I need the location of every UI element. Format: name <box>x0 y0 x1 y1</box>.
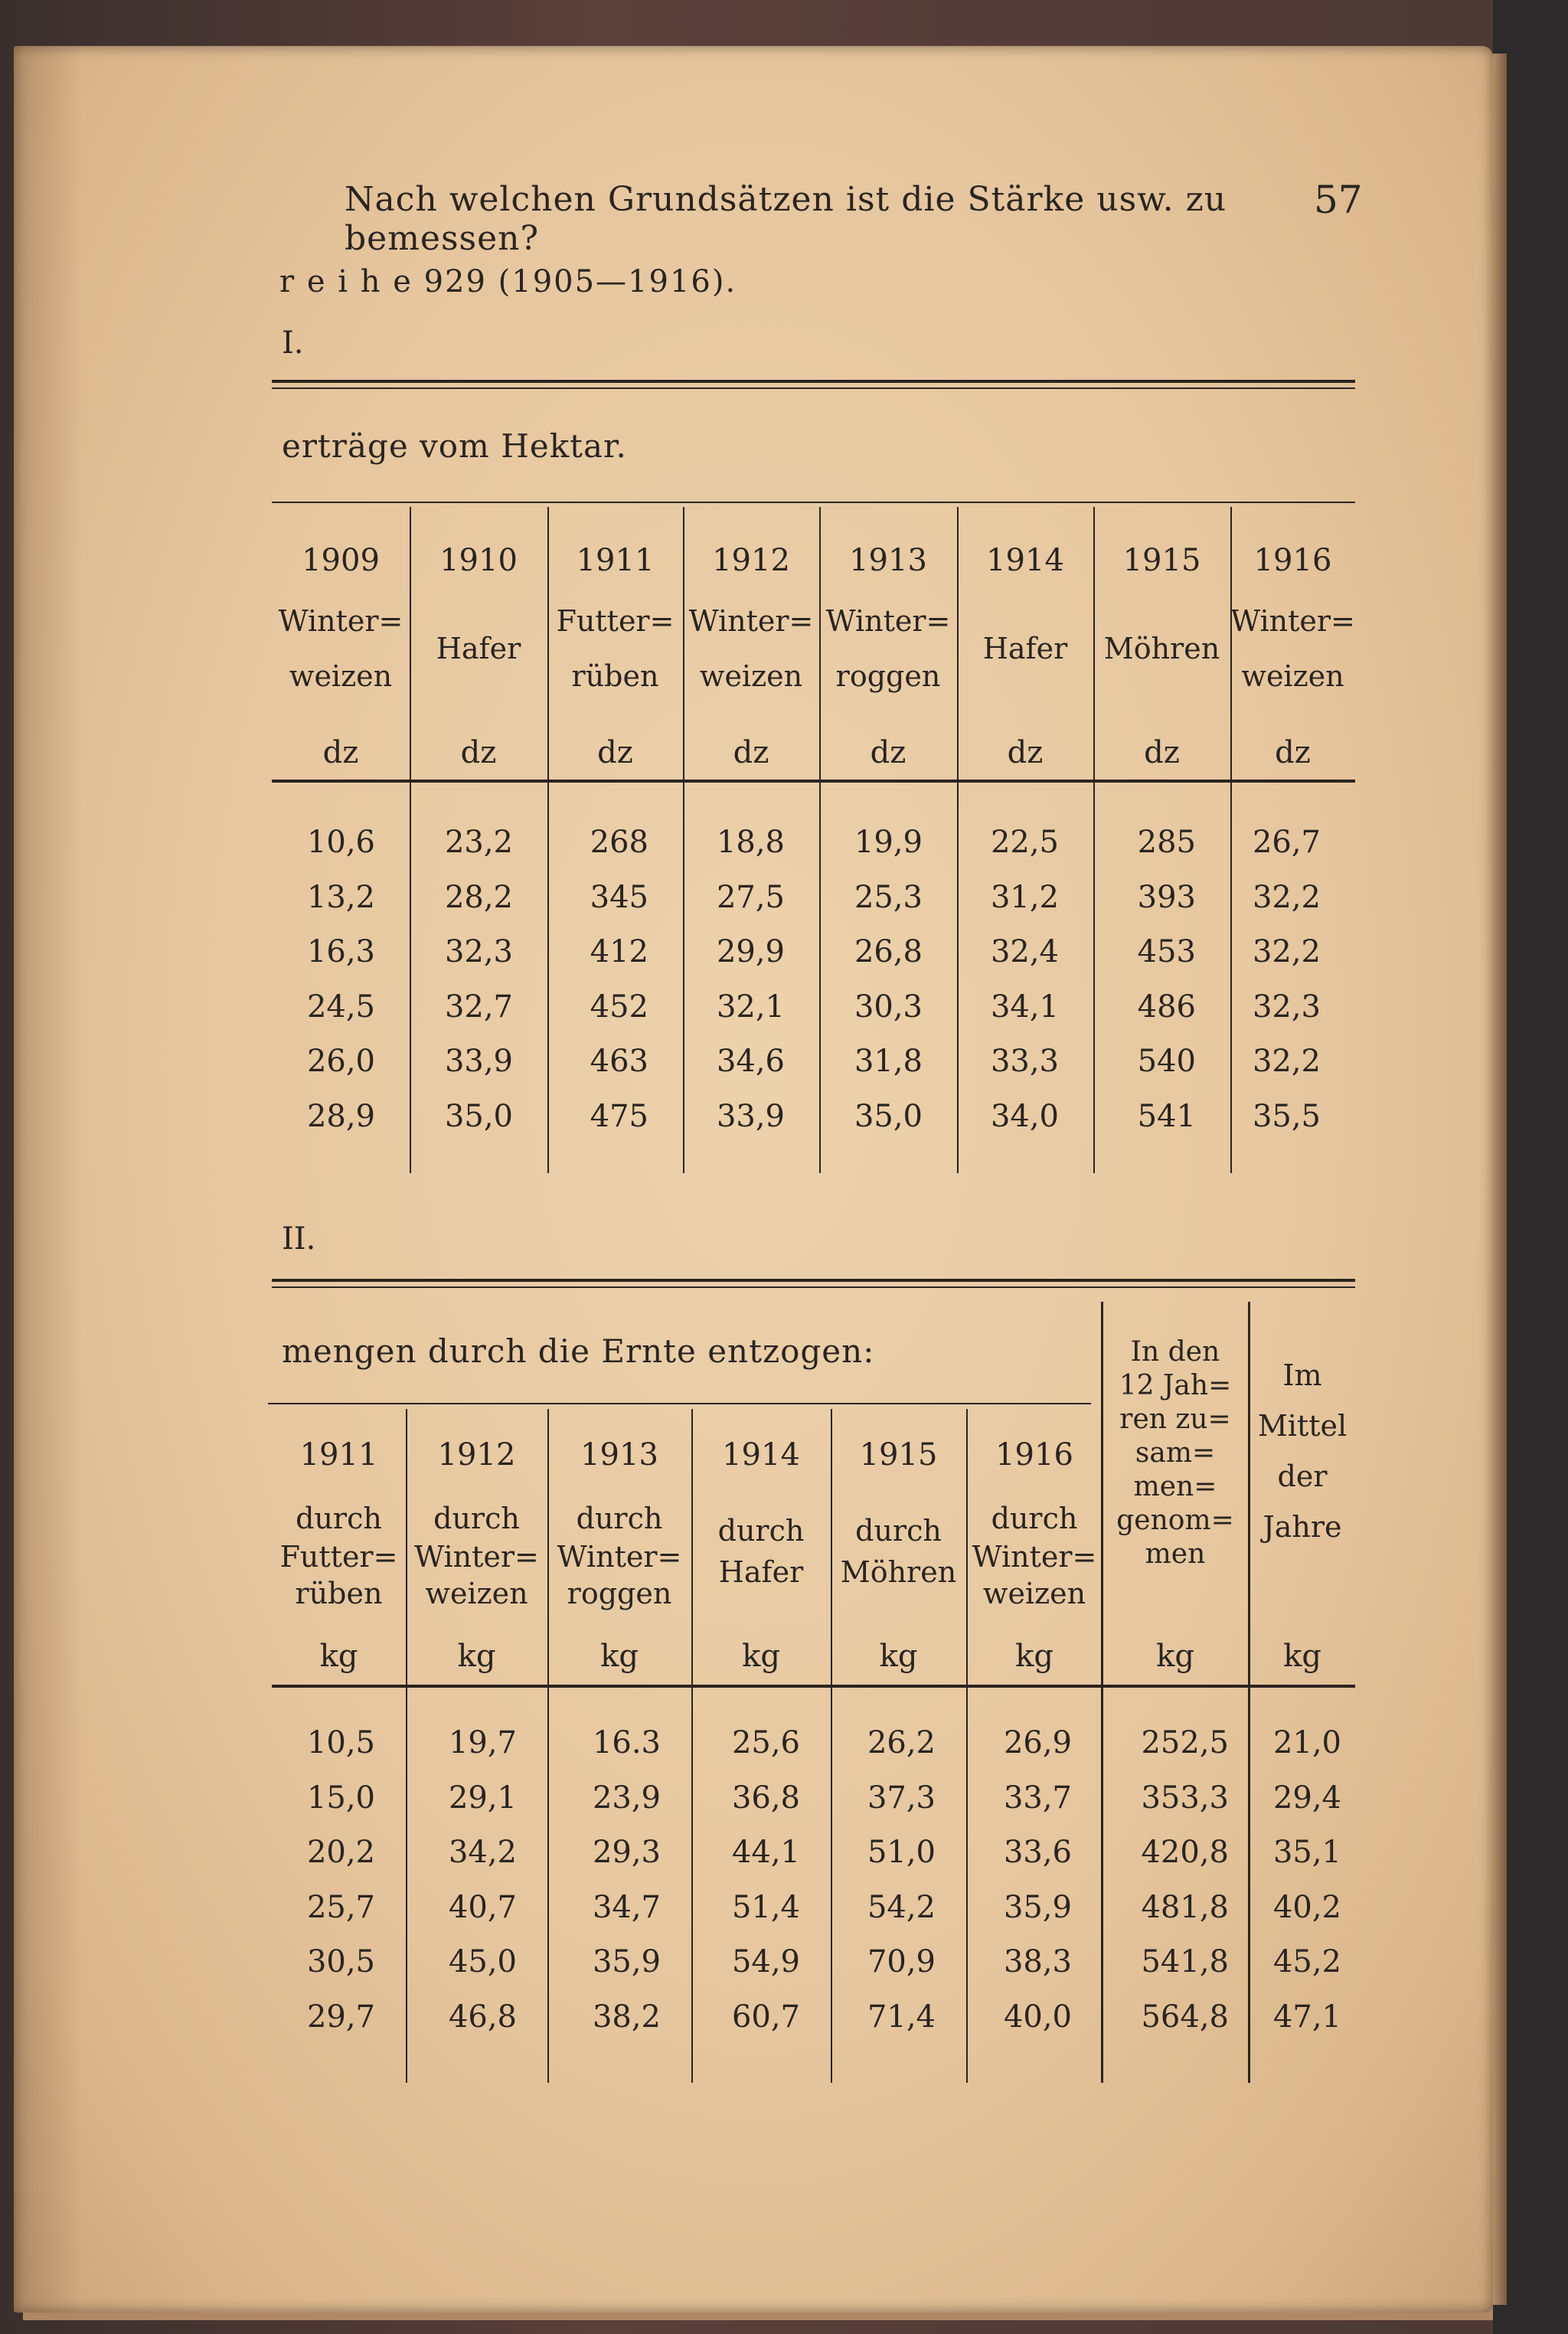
crop-header: rüben <box>571 659 659 693</box>
table-cell: 46,8 <box>448 1999 517 2035</box>
table-cell: 412 <box>590 934 648 969</box>
table-cell: 32,2 <box>1252 879 1321 915</box>
crop-header: Hafer <box>982 632 1068 665</box>
table-cell: 54,9 <box>731 1944 800 1979</box>
mean-header: Mittel <box>1257 1409 1348 1443</box>
table-cell: 540 <box>1137 1044 1196 1079</box>
table-cell: 19,9 <box>854 825 923 860</box>
unit-label: dz <box>733 735 769 770</box>
total-header: 12 Jah= <box>1119 1370 1232 1401</box>
table-cell: 19,7 <box>448 1725 517 1760</box>
crop-header: durch <box>717 1514 805 1548</box>
table-cell: 541,8 <box>1141 1944 1229 1979</box>
table-cell: 33,6 <box>1003 1835 1072 1870</box>
table-cell: 475 <box>590 1098 648 1134</box>
table-cell: 29,4 <box>1272 1780 1341 1816</box>
crop-header: weizen <box>982 1577 1086 1610</box>
table-cell: 32,3 <box>1252 989 1321 1025</box>
section-two-label: II. <box>282 1221 316 1257</box>
table-cell: 10,5 <box>306 1725 375 1760</box>
table-cell: 35,0 <box>444 1098 513 1134</box>
page-gutter <box>14 46 83 2313</box>
crop-header: Winter= <box>414 1540 539 1574</box>
table-cell: 45,0 <box>448 1944 517 1979</box>
year-header: 1915 <box>1122 543 1201 578</box>
table-cell: 345 <box>590 879 648 915</box>
crop-header: roggen <box>835 659 941 693</box>
unit-label: kg <box>1283 1639 1321 1674</box>
crop-header: weizen <box>699 659 803 693</box>
table-cell: 40,2 <box>1272 1889 1341 1925</box>
crop-header: Winter= <box>557 1540 682 1574</box>
table-cell: 24,5 <box>306 989 375 1025</box>
unit-label: kg <box>600 1639 639 1674</box>
section-two-header-rule <box>272 1685 1355 1688</box>
unit-label: dz <box>1275 735 1311 770</box>
table-cell: 38,3 <box>1003 1944 1072 1979</box>
table-cell: 47,1 <box>1272 1999 1341 2035</box>
crop-header: Futter= <box>279 1540 398 1574</box>
table-cell: 21,0 <box>1272 1725 1341 1760</box>
crop-header: weizen <box>425 1577 528 1610</box>
crop-header: Hafer <box>436 632 521 665</box>
section-two-top-rule-thin <box>272 1286 1355 1288</box>
series-line: r e i h e 929 (1905—1916). <box>279 264 737 299</box>
table-cell: 32,3 <box>444 934 513 969</box>
crop-header: durch <box>576 1502 663 1535</box>
section-one-top-rule-thin <box>272 387 1355 389</box>
table-cell: 26,0 <box>306 1044 375 1079</box>
table-cell: 25,7 <box>306 1889 375 1925</box>
table-cell: 54,2 <box>867 1889 936 1925</box>
table-cell: 40,0 <box>1003 1999 1072 2035</box>
table-cell: 26,7 <box>1252 825 1321 860</box>
table-cell: 29,9 <box>716 934 785 969</box>
year-header: 1913 <box>849 543 927 578</box>
table-cell: 22,5 <box>990 825 1059 860</box>
section-one-header-rule <box>272 780 1355 783</box>
table-cell: 30,5 <box>306 1944 375 1979</box>
table-cell: 32,7 <box>444 989 513 1025</box>
section-one-top-rule <box>272 380 1355 383</box>
crop-header: Möhren <box>1103 632 1220 665</box>
crop-header: roggen <box>567 1577 672 1610</box>
table-cell: 13,2 <box>306 879 375 915</box>
crop-header: Hafer <box>718 1555 804 1589</box>
table-cell: 51,0 <box>867 1835 936 1870</box>
total-header: men <box>1145 1538 1206 1570</box>
mean-header: Im <box>1282 1358 1322 1392</box>
table-cell: 38,2 <box>592 1999 661 2035</box>
crop-header: Winter= <box>688 604 814 638</box>
table-cell: 541 <box>1137 1098 1196 1134</box>
table-cell: 35,9 <box>1003 1889 1072 1925</box>
mean-header: Jahre <box>1263 1510 1342 1544</box>
table-cell: 26,8 <box>854 934 923 969</box>
table-cell: 29,3 <box>592 1835 661 1870</box>
table-cell: 481,8 <box>1141 1889 1229 1925</box>
year-header: 1912 <box>712 543 790 578</box>
year-header: 1911 <box>576 543 655 578</box>
running-head: Nach welchen Grundsätzen ist die Stärke usw. zu bemessen? <box>345 180 1227 258</box>
table-cell: 37,3 <box>867 1780 936 1816</box>
page-number: 57 <box>1314 178 1363 222</box>
table-cell: 32,4 <box>990 934 1059 969</box>
table-cell: 35,1 <box>1272 1835 1341 1870</box>
crop-header: weizen <box>1241 659 1344 693</box>
crop-header: Winter= <box>278 604 403 638</box>
year-header: 1916 <box>995 1437 1073 1473</box>
table-cell: 31,2 <box>990 879 1059 915</box>
page-edge-right <box>1493 54 1507 2305</box>
unit-label: dz <box>1007 735 1044 770</box>
unit-label: kg <box>457 1639 496 1674</box>
table-cell: 71,4 <box>867 1999 936 2035</box>
year-header: 1913 <box>580 1437 658 1473</box>
total-header: sam= <box>1135 1437 1216 1469</box>
table-cell: 15,0 <box>306 1780 375 1816</box>
year-header: 1915 <box>859 1437 938 1473</box>
table-cell: 25,6 <box>731 1725 800 1760</box>
crop-header: durch <box>855 1514 942 1548</box>
table-cell: 70,9 <box>867 1944 936 1979</box>
table-cell: 45,2 <box>1272 1944 1341 1979</box>
unit-label: dz <box>870 735 906 770</box>
section-one-label: I. <box>282 325 304 361</box>
table-cell: 35,5 <box>1252 1098 1321 1134</box>
table-cell: 393 <box>1137 879 1196 915</box>
table-cell: 20,2 <box>306 1835 375 1870</box>
table-cell: 268 <box>590 825 648 860</box>
table-cell: 34,0 <box>990 1098 1059 1134</box>
unit-label: dz <box>1144 735 1180 770</box>
table-cell: 35,0 <box>854 1098 923 1134</box>
crop-header: rüben <box>295 1577 383 1610</box>
crop-header: durch <box>296 1502 382 1535</box>
year-header: 1914 <box>986 543 1064 578</box>
unit-label: dz <box>597 735 633 770</box>
table-cell: 30,3 <box>854 989 923 1025</box>
table-cell: 25,3 <box>854 879 923 915</box>
table-cell: 44,1 <box>731 1835 800 1870</box>
table-cell: 452 <box>590 989 648 1025</box>
table-cell: 40,7 <box>448 1889 517 1925</box>
total-header: genom= <box>1116 1505 1234 1536</box>
section-two-caption-rule <box>268 1403 1091 1404</box>
table-cell: 51,4 <box>731 1889 800 1925</box>
crop-header: Winter= <box>972 1540 1097 1574</box>
section-one-caption-rule <box>272 502 1355 503</box>
table-cell: 32,2 <box>1252 934 1321 969</box>
table-cell: 23,2 <box>444 825 513 860</box>
total-header: In den <box>1130 1336 1220 1368</box>
table-cell: 34,7 <box>592 1889 661 1925</box>
table-cell: 18,8 <box>716 825 785 860</box>
section-two-caption: mengen durch die Ernte entzogen: <box>282 1332 875 1370</box>
unit-label: dz <box>322 735 359 770</box>
unit-label: kg <box>1015 1639 1054 1674</box>
table-cell: 26,9 <box>1003 1725 1072 1760</box>
table-cell: 28,9 <box>306 1098 375 1134</box>
table-cell: 35,9 <box>592 1944 661 1979</box>
table-cell: 16,3 <box>306 934 375 969</box>
table-cell: 32,2 <box>1252 1044 1321 1079</box>
table-cell: 36,8 <box>731 1780 800 1816</box>
table-cell: 32,1 <box>716 989 785 1025</box>
table-cell: 453 <box>1137 934 1196 969</box>
table-cell: 29,7 <box>306 1999 375 2035</box>
table-cell: 463 <box>590 1044 648 1079</box>
crop-header: durch <box>991 1502 1078 1535</box>
unit-label: dz <box>460 735 497 770</box>
crop-header: Winter= <box>1230 604 1355 638</box>
section-one-caption: erträge vom Hektar. <box>282 427 627 465</box>
total-header: ren zu= <box>1119 1404 1231 1435</box>
total-header: men= <box>1133 1471 1217 1502</box>
crop-header: weizen <box>289 659 393 693</box>
year-header: 1916 <box>1253 543 1332 578</box>
table-cell: 34,1 <box>990 989 1059 1025</box>
unit-label: kg <box>1156 1639 1194 1674</box>
crop-header: durch <box>433 1502 520 1535</box>
crop-header: Möhren <box>840 1555 957 1589</box>
table-cell: 486 <box>1137 989 1196 1025</box>
table-cell: 33,7 <box>1003 1780 1072 1816</box>
table-cell: 353,3 <box>1141 1780 1229 1816</box>
table-cell: 285 <box>1137 825 1196 860</box>
table-cell: 564,8 <box>1141 1999 1229 2035</box>
table-cell: 34,2 <box>448 1835 517 1870</box>
mean-header: der <box>1277 1460 1328 1493</box>
table-cell: 26,2 <box>867 1725 936 1760</box>
year-header: 1914 <box>722 1437 800 1473</box>
year-header: 1910 <box>439 543 518 578</box>
crop-header: Futter= <box>556 604 675 638</box>
table-cell: 29,1 <box>448 1780 517 1816</box>
table-cell: 252,5 <box>1141 1725 1229 1760</box>
table-cell: 33,9 <box>444 1044 513 1079</box>
year-header: 1911 <box>299 1437 378 1473</box>
table-cell: 27,5 <box>716 879 785 915</box>
table-cell: 16.3 <box>592 1725 661 1760</box>
table-cell: 10,6 <box>306 825 375 860</box>
table-cell: 23,9 <box>592 1780 661 1816</box>
unit-label: kg <box>319 1639 358 1674</box>
table-cell: 33,3 <box>990 1044 1059 1079</box>
table-cell: 34,6 <box>716 1044 785 1079</box>
table-cell: 60,7 <box>731 1999 800 2035</box>
year-header: 1909 <box>302 543 380 578</box>
section-two-top-rule <box>272 1279 1355 1282</box>
table-cell: 33,9 <box>716 1098 785 1134</box>
unit-label: kg <box>879 1639 918 1674</box>
table-cell: 31,8 <box>854 1044 923 1079</box>
table-cell: 28,2 <box>444 879 513 915</box>
crop-header: Winter= <box>825 604 951 638</box>
unit-label: kg <box>742 1639 780 1674</box>
year-header: 1912 <box>437 1437 516 1473</box>
table-cell: 420,8 <box>1141 1835 1229 1870</box>
